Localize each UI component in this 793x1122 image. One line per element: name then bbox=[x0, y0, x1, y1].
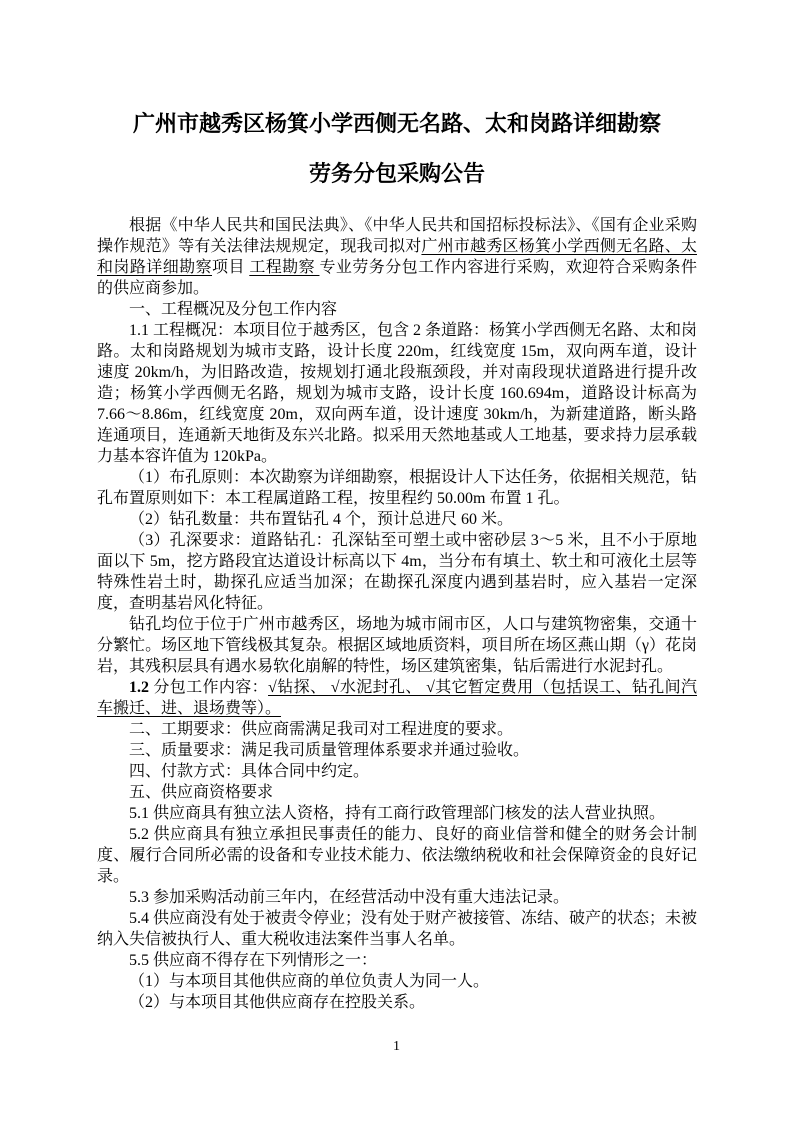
text-run: √钻探、 √水泥封孔、 √其它暂定费用（包括误工、钻孔间汽车搬迁、进、退场费等）。 bbox=[97, 678, 697, 717]
text-run: 专业劳务分包工作内容进行采购，欢迎符合采购条件的供应商参加。 bbox=[97, 258, 697, 297]
paragraph bbox=[97, 950, 697, 971]
text-run: （2）与本项目其他供应商存在控股关系。 bbox=[129, 993, 426, 1011]
text-run: 1.2 bbox=[129, 678, 149, 696]
text-run: 钻孔均位于位于广州市越秀区，场地为城市闹市区，人口与建筑物密集，交通十分繁忙。场区地下管线极其复杂。根据区域地质资料，项目所在场区燕山期（γ）花岗岩，其残积层具有遇水易软化崩解的特性，场区建筑密集，钻后需进行水泥封孔。 bbox=[97, 615, 697, 675]
text-run: 三、质量要求：满足我司质量管理体系要求并通过验收。 bbox=[129, 741, 530, 759]
paragraph bbox=[97, 530, 697, 614]
text-run: 广州市越秀区杨箕小学西侧无名路、太和岗路详细勘察 bbox=[97, 237, 697, 276]
text-run: 四、付款方式：具体合同中约定。 bbox=[129, 762, 370, 780]
paragraph bbox=[97, 467, 697, 509]
paragraph bbox=[97, 824, 697, 887]
document-title-line1: 广州市越秀区杨箕小学西侧无名路、太和岗路详细勘察 bbox=[132, 110, 661, 136]
text-run: 分包工作内容： bbox=[149, 678, 269, 696]
paragraph bbox=[97, 677, 697, 719]
paragraph bbox=[97, 740, 697, 761]
text-run: （3）孔深要求：道路钻孔：孔深钻至可塑土或中密砂层 3～5 米，且不小于原地面以下 5m，挖方路段宜达道设计标高以下 4m，当分布有填土、软土和可液化土层等特殊性岩土时，勘探孔应适当加深；在勘探孔深度内遇到基岩时，应入基岩一定深度，查明基岩风化特征。 bbox=[97, 531, 697, 612]
text-run: 5.2 供应商具有独立承担民事责任的能力、良好的商业信誉和健全的财务会计制度、履行合同所必需的设备和专业技术能力、依法缴纳税收和社会保障资金的良好记录。 bbox=[97, 825, 697, 885]
text-run: （1）布孔原则：本次勘察为详细勘察，根据设计人下达任务，依据相关规范，钻孔布置原则如下：本工程属道路工程，按里程约 50.00m 布置 1 孔。 bbox=[97, 468, 698, 507]
paragraph bbox=[97, 215, 697, 299]
paragraph bbox=[97, 614, 697, 677]
paragraph bbox=[97, 299, 697, 320]
text-run: 5.1 供应商具有独立法人资格，持有工商行政管理部门核发的法人营业执照。 bbox=[129, 804, 666, 822]
text-run: （1）与本项目其他供应商的单位负责人为同一人。 bbox=[129, 972, 490, 990]
text-run: 一、工程概况及分包工作内容 bbox=[129, 300, 338, 318]
text-run: 工程勘察 bbox=[249, 258, 320, 276]
text-run: 项目 bbox=[212, 258, 250, 276]
paragraph bbox=[97, 719, 697, 740]
paragraph bbox=[97, 803, 697, 824]
text-run: 五、供应商资格要求 bbox=[129, 783, 274, 801]
document-body bbox=[97, 215, 697, 1013]
text-run: 1.1 工程概况：本项目位于越秀区，包含 2 条道路：杨箕小学西侧无名路、太和岗路。太和岗路规划为城市支路，设计长度 220m，红线宽度 15m，双向两车道，设计速度 20km/h，为旧路改造，按规划打通北段瓶颈段，并对南段现状道路进行提升改造；杨箕小学西侧无名路，规划为城市支路，设计长度 160.694m，道路设计标高为 7.66～8.86m，红线宽度 20m，双向两车道，设计速度 30km/h，为新建道路，断头路连通项目，连通新天地街及东兴北路。拟采用天然地基或人工地基，要求持力层承载力基本容许值为 120kPa。 bbox=[97, 321, 698, 465]
text-run: 5.4 供应商没有处于被责令停业；没有处于财产被接管、冻结、破产的状态；未被纳入失信被执行人、重大税收违法案件当事人名单。 bbox=[97, 909, 698, 948]
paragraph bbox=[97, 761, 697, 782]
text-run: 5.3 参加采购活动前三年内，在经营活动中没有重大违法记录。 bbox=[129, 888, 570, 906]
paragraph bbox=[97, 992, 697, 1013]
text-run: （2）钻孔数量：共布置钻孔 4 个，预计总进尺 60 米。 bbox=[129, 510, 514, 528]
paragraph bbox=[97, 887, 697, 908]
text-run: 二、工期要求：供应商需满足我司对工程进度的要求。 bbox=[129, 720, 514, 738]
paragraph bbox=[97, 908, 697, 950]
text-run: 根据《中华人民共和国民法典》、《中华人民共和国招标投标法》、《国有企业采购操作规范》等有关法律法规规定，现我司拟对 bbox=[97, 216, 697, 255]
document-title bbox=[97, 109, 697, 189]
text-run: 5.5 供应商不得存在下列情形之一： bbox=[129, 951, 378, 969]
paragraph bbox=[97, 971, 697, 992]
paragraph bbox=[97, 782, 697, 803]
document-title-line2: 劳务分包采购公告 bbox=[308, 160, 485, 186]
page-number: 1 bbox=[393, 1039, 400, 1054]
paragraph bbox=[97, 320, 697, 467]
paragraph bbox=[97, 509, 697, 530]
